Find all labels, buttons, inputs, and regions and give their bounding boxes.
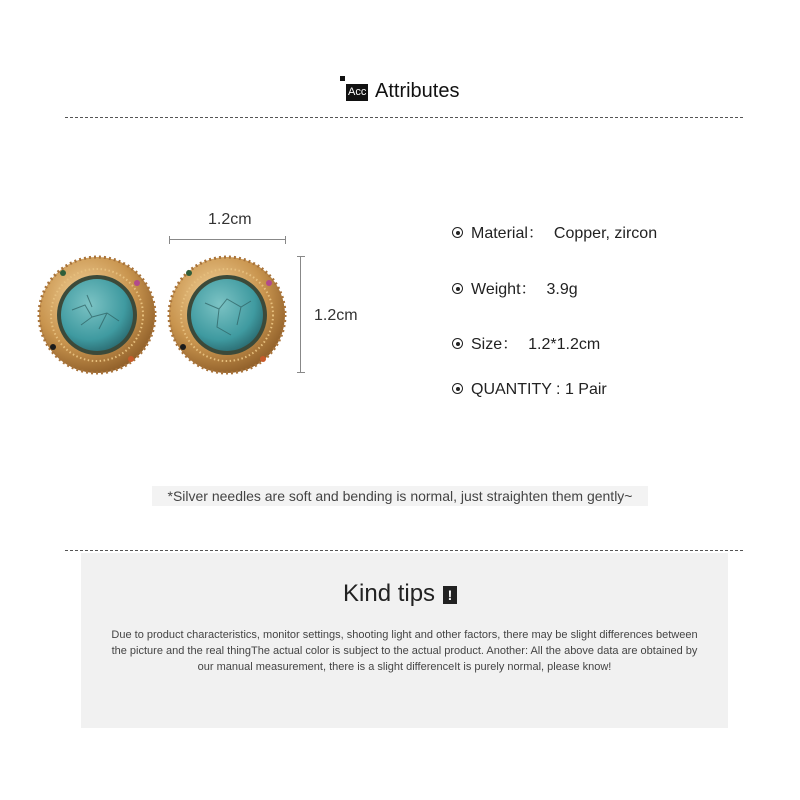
exclamation-icon: ! (443, 586, 457, 604)
attribute-quantity (452, 381, 607, 399)
attribute-label: Weight： (471, 281, 537, 298)
attributes-header (0, 76, 800, 116)
section-title: Attributes (375, 80, 460, 102)
attribute-value: 3.9g (546, 281, 578, 298)
top-divider (65, 117, 743, 118)
attribute-label: Size： (471, 336, 519, 353)
width-dimension-line (169, 239, 286, 240)
bullet-icon (452, 283, 463, 294)
attribute-material (452, 220, 657, 243)
width-dimension-label: 1.2cm (208, 211, 252, 228)
kind-tips-panel (81, 553, 728, 728)
header-dot (340, 76, 345, 81)
bullet-icon (452, 383, 463, 394)
kind-tips-title: Kind tips (343, 580, 436, 607)
bottom-divider (65, 550, 743, 551)
bullet-icon (452, 227, 463, 238)
attribute-size (452, 331, 600, 354)
kind-tips-text: Due to product characteristics, monitor settings, shooting light and other factors, there may be slight differences between the picture and the real thingThe actual color is subject to the actual product. Another: All the above data are obtained by our manual measurement, there is a slight differenceIt is purely normal, please know! (111, 629, 698, 673)
earring-image-left (37, 255, 157, 375)
bullet-icon (452, 338, 463, 349)
earring-image-right (167, 255, 287, 375)
attribute-weight (452, 276, 578, 299)
acc-badge: Acc (346, 84, 368, 101)
silver-needle-note: *Silver needles are soft and bending is normal, just straighten them gently~ (152, 486, 648, 506)
attribute-label: QUANTITY : 1 Pair (471, 381, 607, 398)
height-dimension-label: 1.2cm (314, 307, 358, 324)
attribute-value: 1.2*1.2cm (528, 336, 601, 353)
height-dimension-line (300, 256, 301, 373)
attribute-label: Material： (471, 225, 544, 242)
attribute-value: Copper, zircon (553, 225, 658, 242)
